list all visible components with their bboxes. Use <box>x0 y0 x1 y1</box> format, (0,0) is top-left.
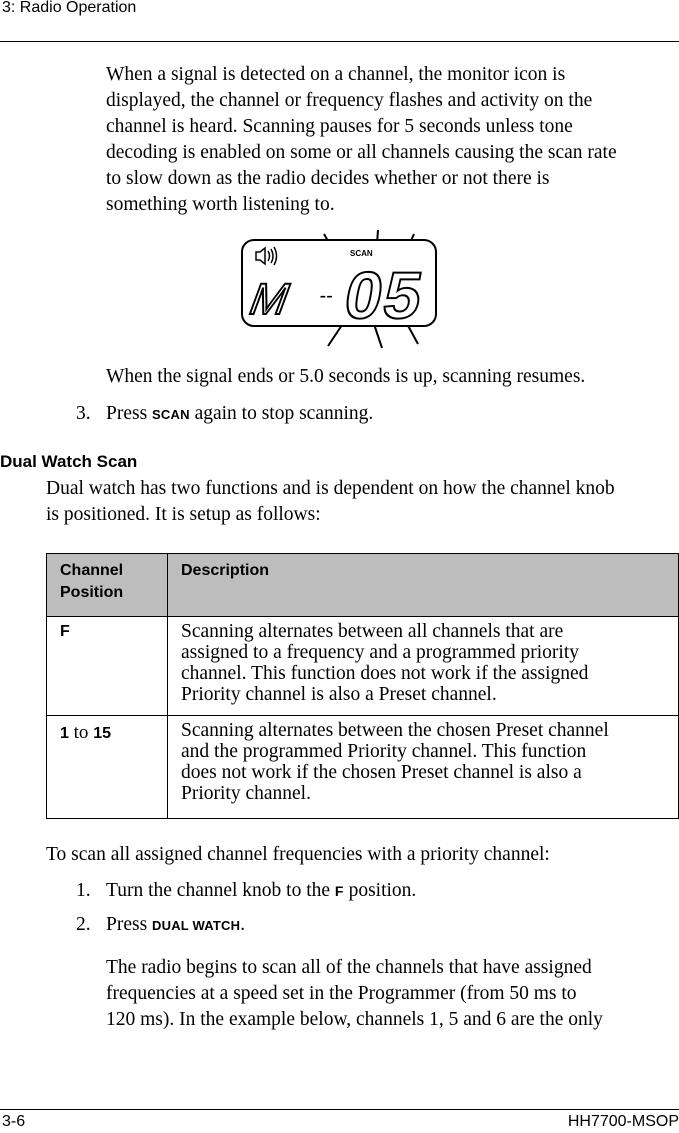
description-cell <box>168 617 679 716</box>
paragraph-line: When a signal is detected on a channel, the monitor icon is <box>106 64 566 85</box>
separator-dashes: -- <box>317 285 335 307</box>
step-number: 3. <box>76 403 91 424</box>
step-number: 2. <box>76 914 91 935</box>
dual-watch-heading: Dual Watch Scan <box>0 452 138 471</box>
mode-character: M <box>246 275 292 324</box>
page-number: 3-6 <box>2 1113 26 1130</box>
document-id: HH7700-MSOP <box>567 1113 679 1130</box>
column-header-description: Description <box>168 554 679 617</box>
description-line: Scanning alternates between all channels that are <box>181 621 564 642</box>
paragraph-line: frequencies at a speed set in the Programmer (from 50 ms to <box>106 983 577 1004</box>
description-line: Priority channel. <box>181 783 311 804</box>
description-cell <box>168 716 679 819</box>
header-line: Channel <box>60 562 124 579</box>
paragraph-line: 120 ms). In the example below, channels 1, 5 and 6 are the only <box>106 1009 603 1030</box>
result-paragraph <box>106 955 603 1033</box>
paragraph-line: channel is heard. Scanning pauses for 5 seconds unless tone <box>106 116 573 137</box>
footer-rule <box>0 1109 679 1110</box>
position-cell <box>47 716 168 819</box>
position-value: F <box>60 623 70 640</box>
paragraph-line: to slow down as the radio decides whether or not there is <box>106 168 550 189</box>
table-row <box>47 716 679 819</box>
paragraph-line: The radio begins to scan all of the channels that have assigned <box>106 957 592 978</box>
step-prefix: Turn the channel knob to the <box>106 880 335 901</box>
paragraph-line: is positioned. It is setup as follows: <box>46 504 321 525</box>
description-line: Scanning alternates between the chosen Preset channel <box>181 720 609 741</box>
description-line: and the programmed Priority channel. This function <box>181 741 587 762</box>
column-header-position <box>47 554 168 617</box>
channel-position-table <box>46 553 679 819</box>
header-rule <box>0 41 679 42</box>
position-cell <box>47 617 168 716</box>
position-start: 1 <box>60 725 69 742</box>
header-line: Position <box>60 584 124 601</box>
priority-intro: To scan all assigned channel frequencies with a priority channel: <box>46 844 550 865</box>
step-suffix: . <box>240 914 246 935</box>
channel-digits: 05 <box>339 259 430 333</box>
description-line: assigned to a frequency and a programmed priority <box>181 642 579 663</box>
description-line: Priority channel is also a Preset channel. <box>181 684 497 705</box>
step-suffix: position. <box>343 880 417 901</box>
step-suffix: again to stop scanning. <box>189 403 374 424</box>
f-key-label: F <box>334 883 344 899</box>
dual-watch-intro <box>46 476 615 528</box>
scan-indicator: SCAN <box>350 249 373 258</box>
step-prefix: Press <box>106 403 153 424</box>
step-prefix: Press <box>106 914 153 935</box>
paragraph-line: decoding is enabled on some or all channels causing the scan rate <box>106 142 617 163</box>
dual-watch-key-label: DUAL WATCH <box>152 918 241 933</box>
paragraph-line: something worth listening to. <box>106 194 335 215</box>
section-title: 3: Radio Operation <box>2 0 137 16</box>
step-number: 1. <box>76 880 91 901</box>
scan-key-label: SCAN <box>152 407 190 422</box>
monitor-paragraph <box>106 62 617 218</box>
resume-text: When the signal ends or 5.0 seconds is up, scanning resumes. <box>106 366 586 387</box>
description-line: does not work if the chosen Preset channel is also a <box>181 762 582 783</box>
step-3-text <box>106 403 373 425</box>
lcd-display-illustration <box>232 226 452 351</box>
paragraph-line: displayed, the channel or frequency flashes and activity on the <box>106 90 593 111</box>
step-1-text <box>106 880 416 902</box>
step-2-text <box>106 914 245 936</box>
paragraph-line: Dual watch has two functions and is dependent on how the channel knob <box>46 478 615 499</box>
position-end: 15 <box>93 725 111 742</box>
description-line: channel. This function does not work if the assigned <box>181 663 589 684</box>
table-header-row <box>47 554 679 617</box>
table-row <box>47 617 679 716</box>
position-joiner: to <box>68 722 94 743</box>
